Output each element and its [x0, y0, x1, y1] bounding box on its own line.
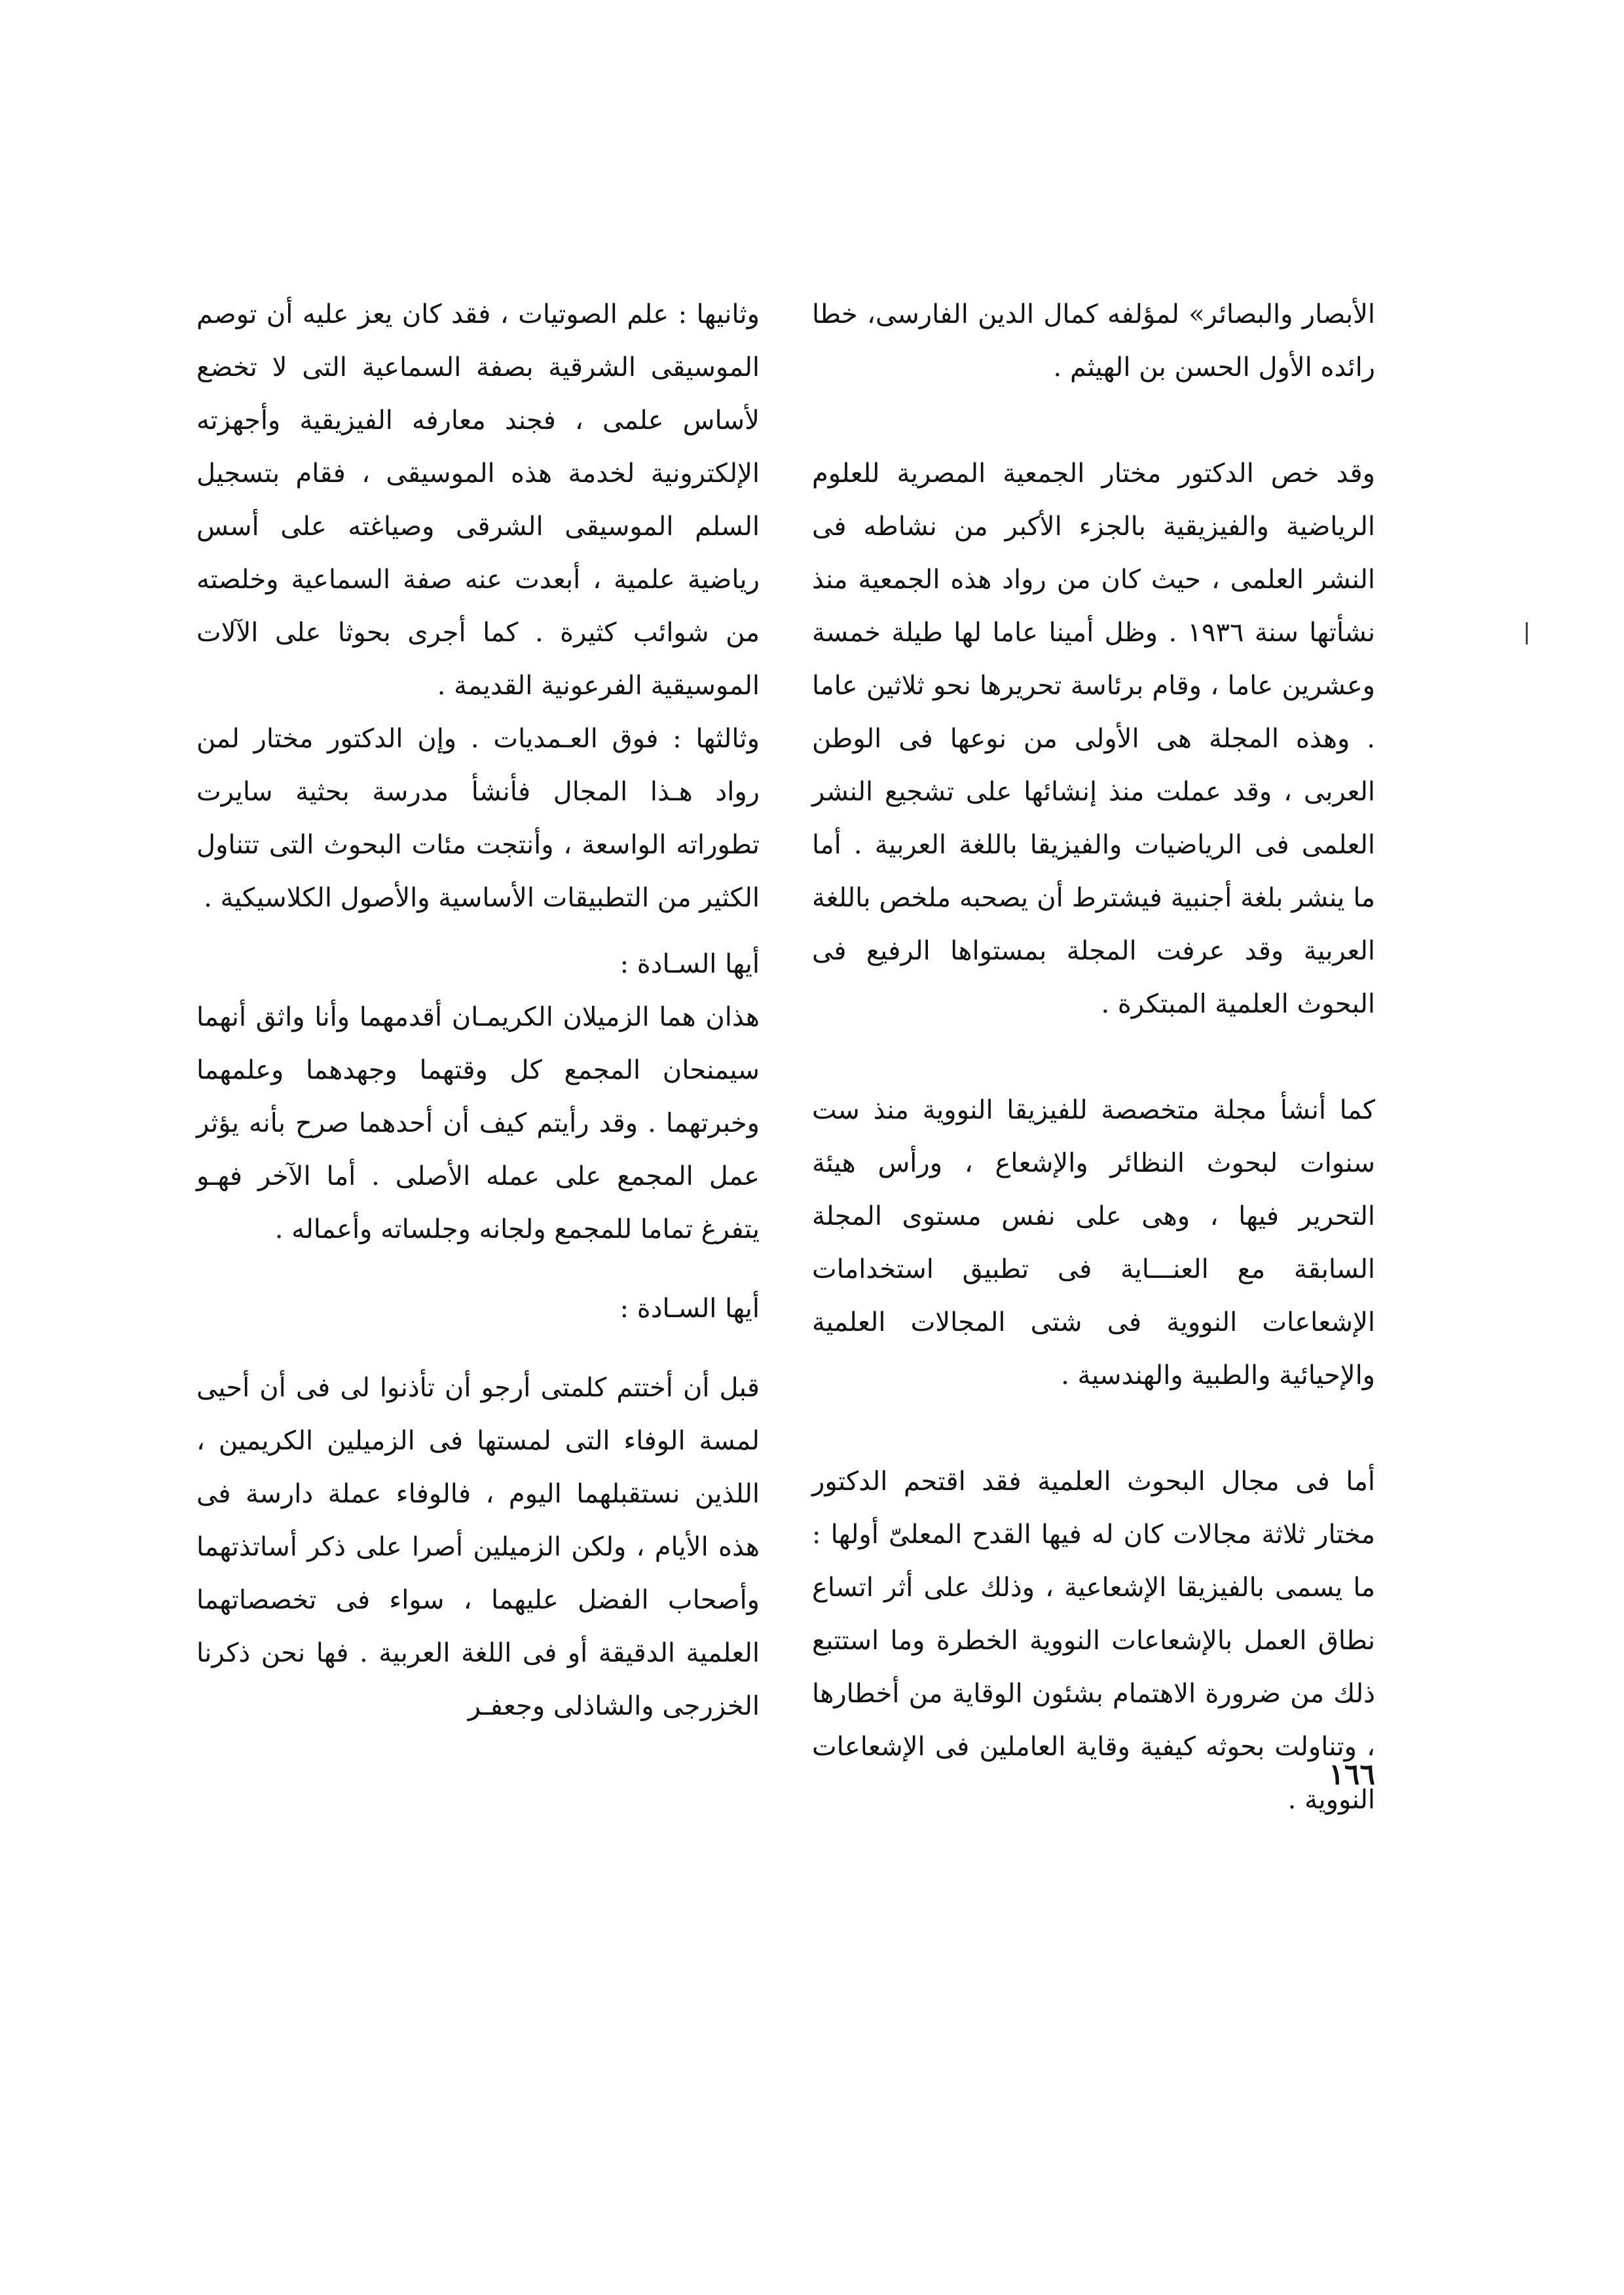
paragraph-journal: وقد خص الدكتور مختار الجمعية المصرية للعلوم الرياضية والفيزيقية بالجزء الأكبر من نشاطه فى النشر العلمى ، حيث كان من رواد هذه الجمعية منذ نشأتها سنة ١٩٣٦ . وظل أمينا عاما لها طيلة خمسة وعشرين عاما ، وقام برئاسة تحريرها نحو ثلاثين عاما . وهذه المجلة هى الأولى من نوعها فى الوطن العربى ، وقد عملت منذ إنشائها على تشجيع النشر العلمى فى الرياضيات والفيزيقا باللغة العربية . أما ما ينشر بلغة أجنبية فيشترط أن يصحبه ملخص باللغة العربية وقد عرفت المجلة بمستواها الرفيع فى البحوث العلمية المبتكرة .	[812, 458, 1375, 1019]
address-heading-1: أيها السـادة :	[619, 949, 760, 979]
margin-scan-mark	[1526, 622, 1528, 644]
paragraph-high-temperature: وثالثها : فوق العـمديات . وإن الدكتور مختار لمن رواد هـذا المجال فأنشأ مدرسة بحثية سايرت تطوراته الواسعة ، وأنتجت مئات البحوث التى تتناول الكثير من التطبيقات الأساسية والأصول الكلاسيكية .	[196, 724, 760, 913]
page-number: ١٦٦	[1329, 1758, 1375, 1791]
paragraph-closing: قبل أن أختتم كلمتى أرجو أن تأذنوا لى فى أن أحيى لمسة الوفاء التى لمستها فى الزميلين الكريمين ، اللذين نستقبلهما اليوم ، فالوفاء عملة دارسة فى هذه الأيام ، ولكن الزميلين أصرا على ذكر أساتذتهما وأصحاب الفضل عليهما ، سواء فى تخصصاتهما العلمية الدقيقة أو فى اللغة العربية . فها نحن ذكرنا الخزرجى والشاذلى وجعفـر	[196, 1373, 760, 1721]
paragraph-nuclear-journal: كما أنشأ مجلة متخصصة للفيزيقا النووية منذ ست سنوات لبحوث النظائر والإشعاع ، ورأس هيئة التحرير فيها ، وهى على نفس مستوى المجلة السابقة مع العنـــاية فى تطبيق استخدامات الإشعاعات النووية فى شتى المجالات العلمية والإحيائية والطبية والهندسية .	[812, 1095, 1375, 1390]
paragraph-colleagues: هذان هما الزميلان الكريمـان أقدمهما وأنا واثق أنهما سيمنحان المجمع كل وقتهما وجهدهما وعلمهما وخبرتهما . وقد رأيتم كيف أن أحدهما صرح بأنه يؤثر عمل المجمع على عمله الأصلى . أما الآخر فهـو يتفرغ تماما للمجمع ولجانه وجلساته وأعماله .	[196, 1002, 760, 1244]
address-heading-2: أيها السـادة :	[619, 1294, 760, 1324]
right-text-column	[812, 288, 1375, 1827]
left-text-column	[196, 288, 760, 1733]
paragraph-intro: الأبصار والبصائر» لمؤلفه كمال الدين الفارسى، خطا رائده الأول الحسن بن الهيثم .	[812, 299, 1375, 382]
paragraph-acoustics: وثانيها : علم الصوتيات ، فقد كان يعز عليه أن توصم الموسيقى الشرقية بصفة السماعية التى لا تخضع لأساس علمى ، فجند معارفه الفيزيقية وأجهزته الإلكترونية لخدمة هذه الموسيقى ، فقام بتسجيل السلم الموسيقى الشرقى وصياغته على أسس رياضية علمية ، أبعدت عنه صفة السماعية وخلصته من شوائب كثيرة . كما أجرى بحوثا على الآلات الموسيقية الفرعونية القديمة .	[196, 299, 760, 701]
paragraph-research-fields: أما فى مجال البحوث العلمية فقد اقتحم الدكتور مختار ثلاثة مجالات كان له فيها القدح المعلىّ أولها : ما يسمى بالفيزيقا الإشعاعية ، وذلك على أثر اتساع نطاق العمل بالإشعاعات النووية الخطرة وما استتبع ذلك من ضرورة الاهتمام بشئون الوقاية من أخطارها ، وتناولت بحوثه كيفية وقاية العاملين فى الإشعاعات النووية .	[812, 1466, 1375, 1815]
